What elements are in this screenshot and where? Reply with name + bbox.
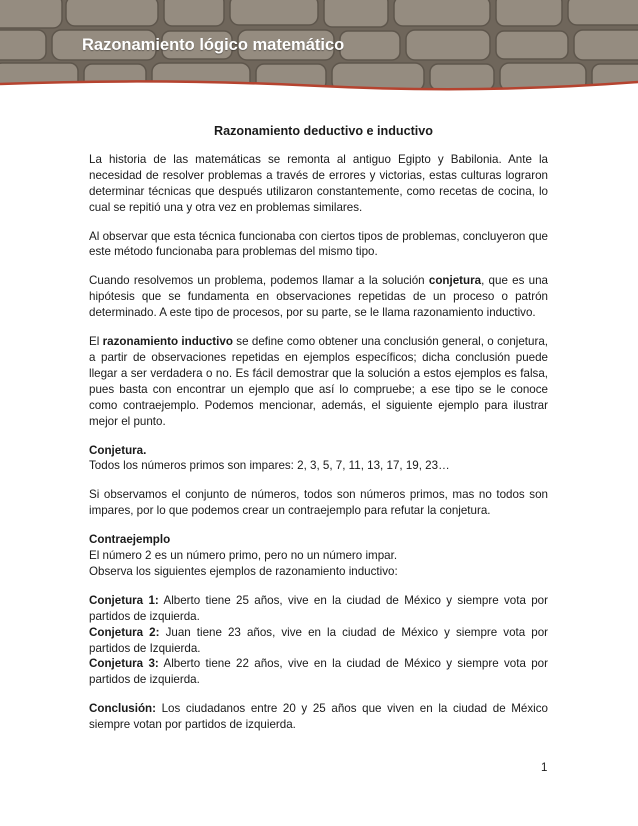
example-1-label: Conjetura 1: — [89, 593, 159, 607]
conjecture-text: Todos los números primos son impares: 2, 3, 5, 7, 11, 13, 17, 19, 23… — [89, 459, 450, 473]
paragraph-observation: Al observar que esta técnica funcionaba con ciertos tipos de problemas, concluyeron que este método funcionaba para problemas del mismo tipo. — [89, 229, 548, 259]
conclusion-label: Conclusión: — [89, 702, 156, 716]
conclusion-paragraph — [89, 701, 548, 733]
paragraph-counterexample-intro: Si observamos el conjunto de números, todos son números primos, mas no todos son impares, por lo que podemos crear un contraejemplo para refutar la conjetura. — [89, 488, 548, 518]
header-title: Razonamiento lógico matemático — [82, 36, 345, 54]
example-3 — [89, 656, 548, 688]
examples-intro-line: Observa los siguientes ejemplos de razonamiento inductivo: — [89, 564, 398, 578]
conjecture-block — [89, 443, 548, 475]
example-2-text: Juan tiene 23 años, vive en la ciudad de México y siempre vota por partidos de Izquierda. — [89, 625, 549, 655]
example-1-text: Alberto tiene 25 años, vive en la ciudad de México y siempre vota por partidos de izquierda. — [89, 593, 548, 623]
counterexample-line: El número 2 es un número primo, pero no un número impar. — [89, 549, 398, 563]
example-2 — [89, 625, 548, 657]
text: Cuando resolvemos un problema, podemos llamar a la solución — [89, 274, 429, 288]
conclusion-text: Los ciudadanos entre 20 y 25 años que viven en la ciudad de México siempre votan por partidos de izquierda. — [89, 702, 548, 732]
paragraph-conjecture-definition — [89, 273, 548, 321]
examples-block — [89, 593, 548, 688]
example-2-label: Conjetura 2: — [89, 625, 160, 639]
example-3-text: Alberto tiene 22 años, vive en la ciudad de México y siempre vota por partidos de izquierda. — [89, 657, 548, 687]
header-banner — [0, 0, 638, 95]
example-3-label: Conjetura 3: — [89, 657, 159, 671]
text: El — [89, 335, 103, 349]
document-body — [89, 124, 548, 746]
text: se define como obtener una conclusión general, o conjetura, a partir de observaciones repetidas en ejemplos específicos; dicha conclusión puede llegar a ser verdadera o no. Es fácil demostrar que la solución a estos ejemplos es falsa, pues basta con encontrar un ejemplo que así lo compruebe; a ese tipo se le conoce como contraejemplo. Podemos mencionar, además, el siguiente ejemplo para ilustrar mejor el punto. — [89, 335, 549, 428]
conjecture-heading: Conjetura. — [89, 443, 147, 457]
example-1 — [89, 593, 548, 625]
term-conjetura: conjetura — [428, 274, 482, 288]
page-number: 1 — [541, 762, 548, 774]
text: , que es una hipótesis que se fundamenta en observaciones repetidas de un proceso o patrón determinado. A este tipo de procesos, por su parte, se le llama razonamiento inductivo. — [89, 274, 548, 320]
term-razonamiento-inductivo: razonamiento inductivo — [102, 335, 233, 349]
paragraph-inductive-reasoning — [89, 334, 548, 429]
document-title: Razonamiento deductivo e inductivo — [213, 124, 433, 138]
counterexample-block — [89, 532, 548, 580]
counterexample-heading: Contraejemplo — [89, 533, 171, 547]
paragraph-history: La historia de las matemáticas se remonta al antiguo Egipto y Babilonia. Ante la necesidad de resolver problemas a través de errores y victorias, estas culturas lograron determinar técnicas que después utilizaron constantemente, como recetas de cocina, lo cual se repitió una y otra vez en problemas similares. — [89, 152, 548, 214]
